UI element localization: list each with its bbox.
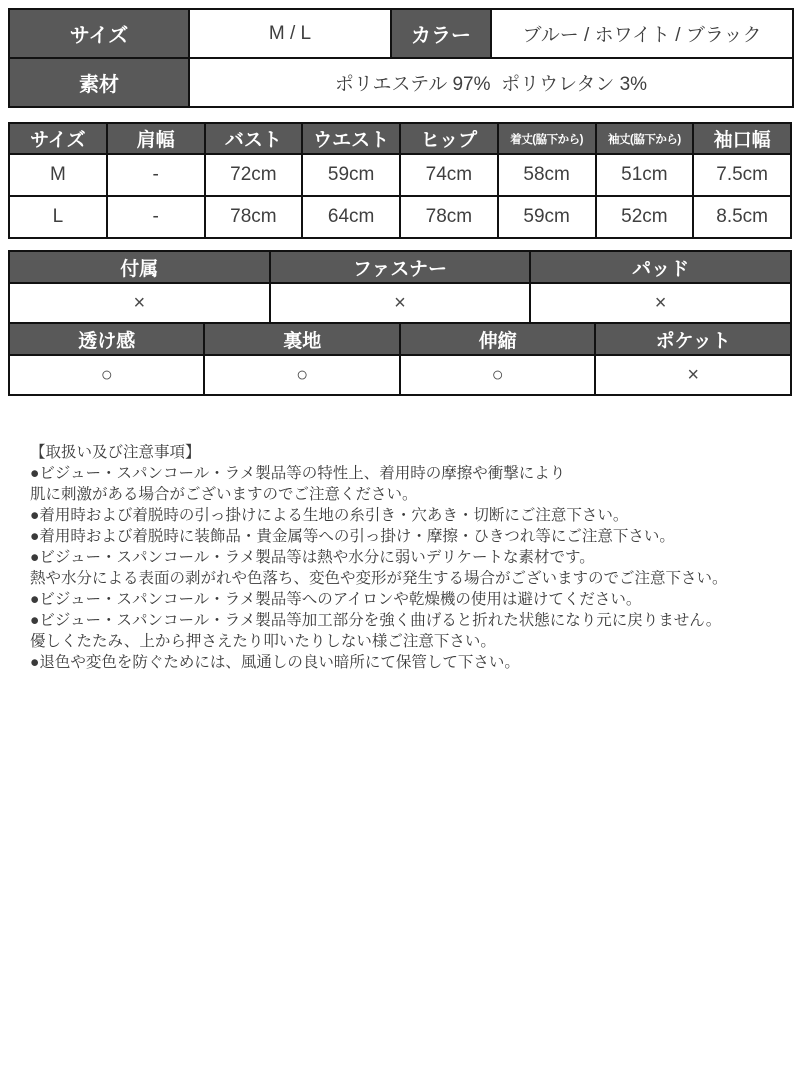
col-header-shoulder: 肩幅 (107, 123, 205, 154)
notes-section (30, 442, 790, 673)
cell-accessory: × (9, 283, 270, 323)
measurement-table (8, 122, 792, 239)
measurement-header-row (9, 123, 791, 154)
cell-waist: 59cm (302, 154, 400, 196)
spec-row-material (9, 58, 793, 107)
feature-header-row-1 (9, 251, 791, 283)
cell-shoulder: - (107, 154, 205, 196)
cell-pad: × (530, 283, 791, 323)
note-line: 熱や水分による表面の剥がれや色落ち、変色や変形が発生する場合がございますのでご注意下さい。 (30, 570, 728, 587)
cell-bust: 72cm (205, 154, 303, 196)
feature-value-row-2 (9, 355, 791, 395)
cell-pocket: × (595, 355, 791, 395)
feature-table (8, 250, 792, 396)
material-label-cell: 素材 (9, 58, 189, 107)
measurement-row-l (9, 196, 791, 238)
color-value-cell: ブルー / ホワイト / ブラック (491, 9, 793, 58)
note-line: 肌に刺激がある場合がございますのでご注意ください。 (30, 486, 418, 503)
col-header-lining: 裏地 (204, 323, 399, 355)
cell-length: 58cm (498, 154, 596, 196)
col-header-fastener: ファスナー (270, 251, 531, 283)
col-header-size: サイズ (9, 123, 107, 154)
col-header-waist: ウエスト (302, 123, 400, 154)
cell-hip: 74cm (400, 154, 498, 196)
cell-cuff: 8.5cm (693, 196, 791, 238)
note-line: ●着用時および着脱時に装飾品・貴金属等への引っ掛け・摩擦・ひきつれ等にご注意下さい。 (30, 528, 675, 545)
col-header-sleeve: 袖丈(脇下から) (596, 123, 694, 154)
col-header-accessory: 付属 (9, 251, 270, 283)
feature-value-row-1 (9, 283, 791, 323)
color-label-cell: カラー (391, 9, 491, 58)
col-header-pad: パッド (530, 251, 791, 283)
cell-bust: 78cm (205, 196, 303, 238)
cell-hip: 78cm (400, 196, 498, 238)
cell-stretch: ○ (400, 355, 595, 395)
note-line: ●ビジュー・スパンコール・ラメ製品等へのアイロンや乾燥機の使用は避けてください。 (30, 591, 642, 608)
spec-row-size-color (9, 9, 793, 58)
cell-shoulder: - (107, 196, 205, 238)
feature-header-row-2 (9, 323, 791, 355)
col-header-hip: ヒップ (400, 123, 498, 154)
cell-sleeve: 51cm (596, 154, 694, 196)
size-value-cell: M / L (189, 9, 391, 58)
cell-cuff: 7.5cm (693, 154, 791, 196)
measurement-row-m (9, 154, 791, 196)
size-label-cell: サイズ (9, 9, 189, 58)
note-line: ●退色や変色を防ぐためには、風通しの良い暗所にて保管して下さい。 (30, 654, 520, 671)
note-line: ●ビジュー・スパンコール・ラメ製品等は熱や水分に弱いデリケートな素材です。 (30, 549, 595, 566)
cell-size: L (9, 196, 107, 238)
col-header-stretch: 伸縮 (400, 323, 595, 355)
col-header-bust: バスト (205, 123, 303, 154)
cell-length: 59cm (498, 196, 596, 238)
notes-title: 【取扱い及び注意事項】 (30, 444, 201, 461)
cell-lining: ○ (204, 355, 399, 395)
cell-waist: 64cm (302, 196, 400, 238)
col-header-pocket: ポケット (595, 323, 791, 355)
cell-size: M (9, 154, 107, 196)
cell-sleeve: 52cm (596, 196, 694, 238)
note-line: ●着用時および着脱時の引っ掛けによる生地の糸引き・穴あき・切断にご注意下さい。 (30, 507, 629, 524)
col-header-length: 着丈(脇下から) (498, 123, 596, 154)
note-line: ●ビジュー・スパンコール・ラメ製品等の特性上、着用時の摩擦や衝撃により (30, 465, 566, 482)
note-line: 優しくたたみ、上から押さえたり叩いたりしない様ご注意下さい。 (30, 633, 496, 650)
col-header-cuff: 袖口幅 (693, 123, 791, 154)
material-value-cell: ポリエステル 97% ポリウレタン 3% (189, 58, 793, 107)
note-line: ●ビジュー・スパンコール・ラメ製品等加工部分を強く曲げると折れた状態になり元に戻りません。 (30, 612, 722, 629)
col-header-sheerness: 透け感 (9, 323, 204, 355)
spec-table (8, 8, 794, 108)
cell-sheerness: ○ (9, 355, 204, 395)
cell-fastener: × (270, 283, 531, 323)
